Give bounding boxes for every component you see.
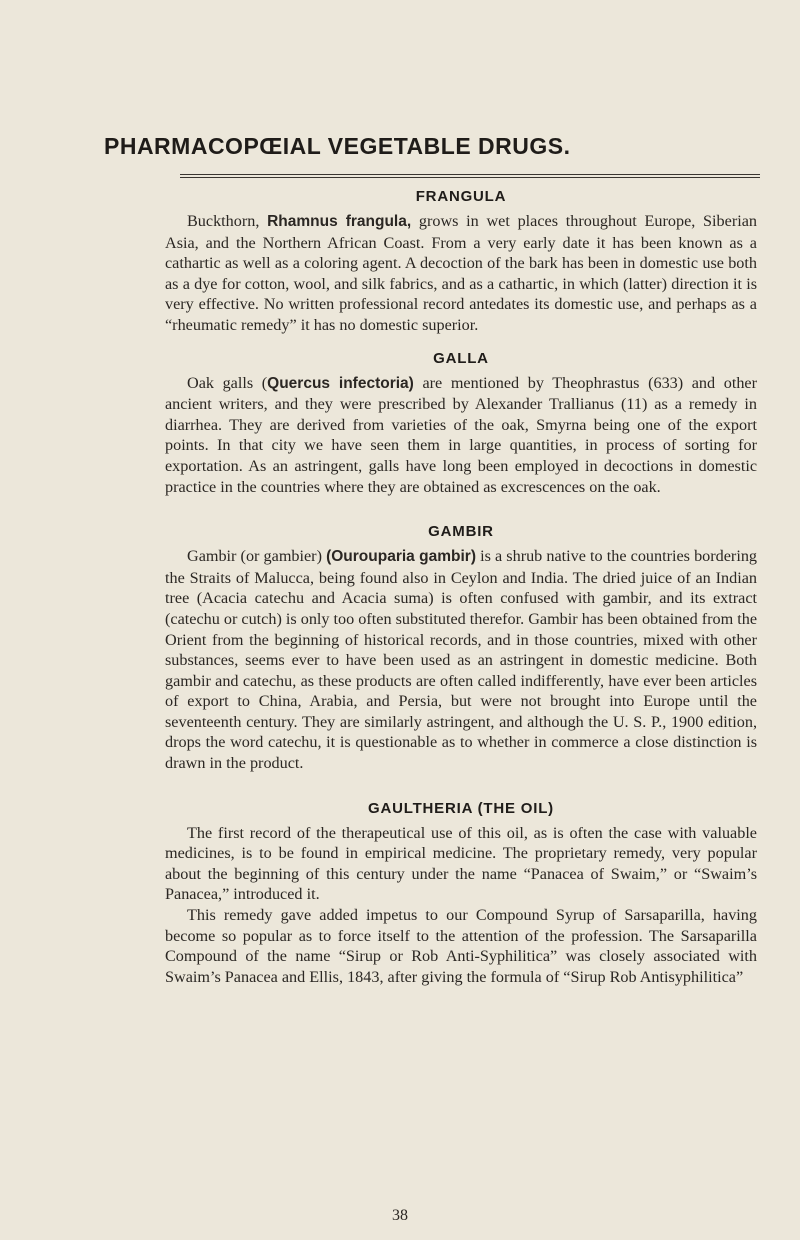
botanical-name: Rhamnus frangula,: [267, 213, 412, 230]
running-head: PHARMACOPŒIAL VEGETABLE DRUGS.: [104, 133, 571, 159]
section-paragraph: Oak galls (Quercus infectoria) are mentioned by Theophrastus (633) and other ancient writers, and they were prescribed by Alexander Trallianus (11) as a remedy in diarrhea. They are derived from varieties of the oak, Smyrna being one of the export points. In that city we have seen them in large quantities, in process of sorting for exportation. As an astringent, galls have long been employed in decoctions in domestic practice in the countries where they are obtained as excrescences on the oak.: [165, 373, 757, 496]
section-paragraph: The first record of the therapeutical use of this oil, as is often the case with valuable medicines, is to be found in empirical medicine. The proprietary remedy, very popular about the beginning of this century under the name “Panacea of Swaim,” or “Swaim’s Panacea,” introduced it.: [165, 823, 757, 904]
section-title: FRANGULA: [415, 188, 507, 205]
header-rule-top: [180, 174, 760, 175]
section-title: GAMBIR: [428, 523, 494, 541]
header-rule-bottom: [180, 177, 760, 178]
section-paragraph: Buckthorn, Rhamnus frangula, grows in wet places throughout Europe, Siberian Asia, and the Northern African Coast. From a very early date it has been known as a cathartic as well as a coloring agent. A decoction of the bark has been in domestic use both as a dye for cotton, wool, and silk fabrics, and as a cathartic, in which (latter) direction it is very effective. No written professional record antedates its domestic use, and perhaps as a “rheumatic remedy” it has no domestic superior.: [165, 212, 757, 334]
text-column: [165, 188, 757, 1001]
section-gambir: [165, 523, 757, 774]
section-galla: [165, 350, 757, 498]
section-paragraph: Gambir (or gambier) (Ourouparia gambir) is a shrub native to the countries bordering the Straits of Malucca, being found also in Ceylon and India. The dried juice of an Indian tree (Acacia catechu and Acacia suma) is often confused with gambir, and its extract (catechu or cutch) is only too often substituted therefor. Gambir has been obtained from the Orient from the beginning of historical records, and in those countries, mixed with other substances, seems ever to have been used as an astringent in domestic medicine. Both gambir and catechu, as these products are often called indifferently, have ever been articles of export to China, Arabia, and Persia, but were not brought into Europe until the seventeenth century. They are similarly astringent, and although the U. S. P., 1900 edition, drops the word catechu, it is questionable as to whether in commerce a close distinction is drawn in the product.: [165, 547, 758, 773]
section-title: GALLA: [433, 349, 489, 367]
botanical-name: (Ourouparia gambir): [326, 548, 476, 566]
section-gaultheria: [165, 800, 757, 988]
page-number: 38: [392, 1207, 408, 1224]
section-paragraph: This remedy gave added impetus to our Compound Syrup of Sarsaparilla, having become so popular as to force itself to the attention of the profession. The Sarsaparilla Compound of the name “Sirup or Rob Anti-Syphilitica” was closely associated with Swaim’s Panacea and Ellis, 1843, after giving the formula of “Sirup Rob Antisyphilitica”: [165, 906, 757, 986]
botanical-name: Quercus infectoria): [267, 374, 414, 392]
section-frangula: [165, 188, 757, 336]
section-title: GAULTHERIA (THE OIL): [368, 799, 554, 817]
